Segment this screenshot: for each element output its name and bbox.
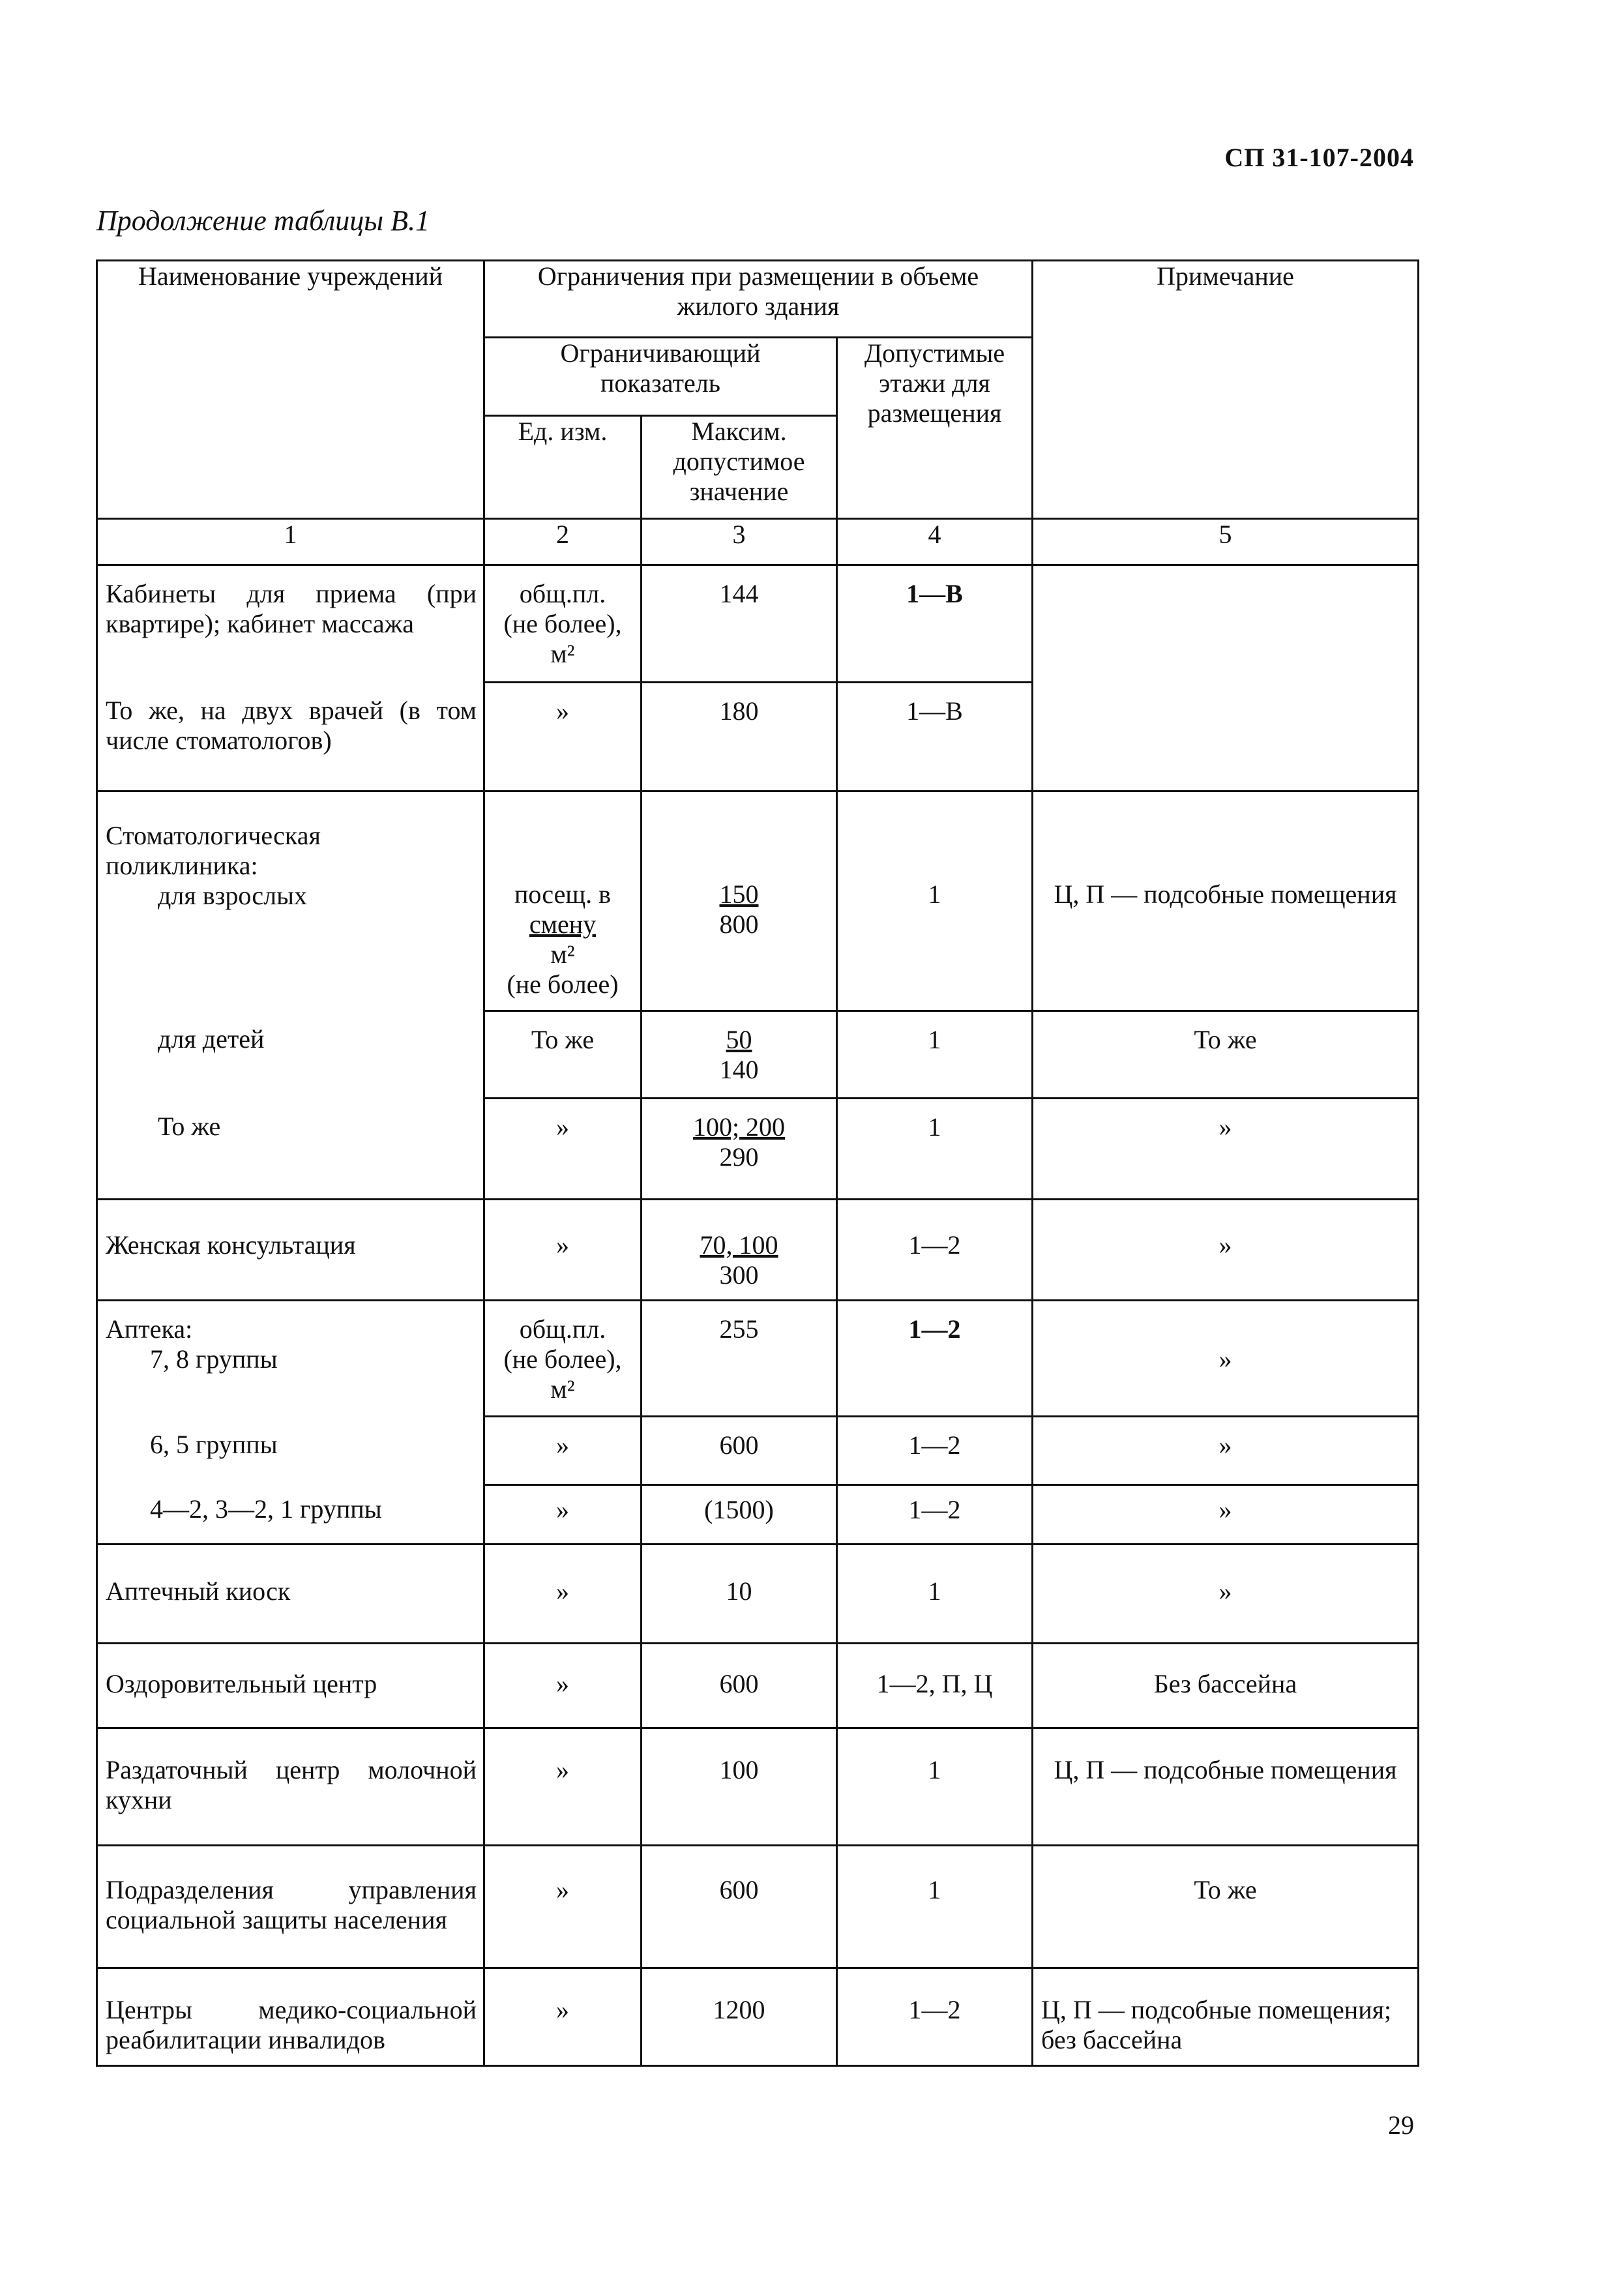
row-floors: 1	[837, 1728, 1033, 1846]
row-name: Центры медико-социальной реабилитации инвалидов	[97, 1968, 484, 2066]
row-note: »	[1033, 1417, 1419, 1485]
row-value	[642, 791, 837, 1011]
row-note: »	[1033, 1301, 1419, 1417]
row-floors: 1—2	[837, 1200, 1033, 1301]
row-name: Женская консультация	[97, 1200, 484, 1301]
row-name: То же, на двух врачей (в том числе стоматологов)	[97, 683, 484, 791]
table-row	[97, 1968, 1419, 2066]
row-floors: 1—2	[837, 1301, 1033, 1417]
row-note: Ц, П — подсобные помещения	[1033, 1728, 1419, 1846]
sub-item: То же	[158, 1111, 221, 1141]
row-unit: »	[484, 1644, 642, 1728]
row-name	[97, 1099, 484, 1200]
header-max-value: Максим. допустимое значение	[642, 416, 837, 519]
row-note: »	[1033, 1485, 1419, 1545]
col-number: 1	[97, 519, 484, 565]
table-row	[97, 1301, 1419, 1417]
row-note: Без бассейна	[1033, 1644, 1419, 1728]
row-unit: »	[484, 1545, 642, 1644]
row-value: 144	[642, 565, 837, 683]
row-note: »	[1033, 1200, 1419, 1301]
row-note: То же	[1033, 1846, 1419, 1968]
row-value: 1200	[642, 1968, 837, 2066]
unit-line: м²	[550, 639, 575, 668]
row-name	[97, 1417, 484, 1485]
unit-line: (не более),	[503, 1344, 622, 1374]
header-limiting: Ограничивающий показатель	[484, 338, 837, 416]
row-floors: 1—В	[837, 565, 1033, 683]
row-unit	[484, 565, 642, 683]
row-value: 10	[642, 1545, 837, 1644]
row-name: Аптечный киоск	[97, 1545, 484, 1644]
row-floors: 1—2	[837, 1485, 1033, 1545]
sub-item: 7, 8 группы	[150, 1344, 278, 1374]
row-unit: »	[484, 683, 642, 791]
unit-line: м²	[550, 1374, 575, 1404]
row-note: »	[1033, 1099, 1419, 1200]
row-value: (1500)	[642, 1485, 837, 1545]
row-value: 180	[642, 683, 837, 791]
row-note: Ц, П — подсобные помещения; без бассейна	[1033, 1968, 1419, 2066]
value-denominator: 290	[719, 1142, 759, 1172]
table-row	[97, 683, 1419, 791]
table-caption: Продолжение таблицы В.1	[96, 205, 430, 237]
table-row	[97, 791, 1419, 1011]
unit-line: (не более),	[503, 609, 622, 638]
row-note: То же	[1033, 1011, 1419, 1099]
value-numerator: 150	[719, 879, 759, 909]
value-denominator: 140	[719, 1055, 759, 1084]
row-floors: 1	[837, 791, 1033, 1011]
row-value	[642, 1011, 837, 1099]
table-row	[97, 1846, 1419, 1968]
sub-item: для детей	[158, 1024, 265, 1054]
row-unit	[484, 1301, 642, 1417]
column-numbers-row	[97, 519, 1419, 565]
row-unit: »	[484, 1099, 642, 1200]
row-floors: 1	[837, 1011, 1033, 1099]
row-note	[1033, 683, 1419, 791]
header-note: Примечание	[1033, 261, 1419, 519]
row-floors: 1—2, П, Ц	[837, 1644, 1033, 1728]
col-number: 4	[837, 519, 1033, 565]
col-number: 2	[484, 519, 642, 565]
row-name	[97, 791, 484, 1011]
row-unit: »	[484, 1200, 642, 1301]
table-row	[97, 1099, 1419, 1200]
row-note	[1033, 565, 1419, 683]
row-name: Раздаточный центр молочной кухни	[97, 1728, 484, 1846]
row-name: Кабинеты для приема (при квартире); кабинет массажа	[97, 565, 484, 683]
page-number: 29	[1388, 2110, 1414, 2140]
row-value: 100	[642, 1728, 837, 1846]
row-floors: 1	[837, 1545, 1033, 1644]
value-numerator: 100; 200	[692, 1112, 786, 1142]
table-row	[97, 1728, 1419, 1846]
header-floors: Допустимые этажи для размещения	[837, 338, 1033, 519]
row-unit: »	[484, 1485, 642, 1545]
row-name: Оздоровительный центр	[97, 1644, 484, 1728]
row-floors: 1—2	[837, 1968, 1033, 2066]
table-row	[97, 1417, 1419, 1485]
sub-item: 4—2, 3—2, 1 группы	[150, 1494, 382, 1524]
row-floors: 1	[837, 1846, 1033, 1968]
table-row	[97, 1644, 1419, 1728]
unit-line: посещ. в	[514, 879, 612, 909]
value-denominator: 300	[719, 1260, 759, 1290]
table-row	[97, 565, 1419, 683]
row-value: 600	[642, 1644, 837, 1728]
row-name: Подразделения управления социальной защиты населения	[97, 1846, 484, 1968]
unit-line: смену	[529, 909, 597, 939]
row-value	[642, 1099, 837, 1200]
row-value: 255	[642, 1301, 837, 1417]
table-row	[97, 1200, 1419, 1301]
value-denominator: 800	[719, 909, 759, 939]
col-number: 3	[642, 519, 837, 565]
row-name	[97, 1301, 484, 1417]
table-row	[97, 1011, 1419, 1099]
value-numerator: 70, 100	[700, 1230, 778, 1260]
document-code: СП 31-107-2004	[1224, 143, 1414, 172]
sub-item: 6, 5 группы	[150, 1429, 278, 1459]
row-name	[97, 1011, 484, 1099]
unit-line: (не более)	[507, 969, 619, 999]
header-unit: Ед. изм.	[484, 416, 642, 519]
row-unit: »	[484, 1728, 642, 1846]
facilities-table	[96, 259, 1419, 2067]
group-title: Стоматологическая поликлиника:	[106, 821, 321, 880]
header-name: Наименование учреждений	[97, 261, 484, 519]
row-note: »	[1033, 1545, 1419, 1644]
row-note: Ц, П — подсобные помещения	[1033, 791, 1419, 1011]
row-value: 600	[642, 1846, 837, 1968]
row-value	[642, 1200, 837, 1301]
group-title: Аптека:	[106, 1314, 193, 1344]
header-restrictions: Ограничения при размещении в объеме жилого здания	[484, 261, 1033, 338]
row-unit: »	[484, 1846, 642, 1968]
row-unit: То же	[484, 1011, 642, 1099]
table-row	[97, 1545, 1419, 1644]
row-floors: 1—В	[837, 683, 1033, 791]
row-unit: »	[484, 1417, 642, 1485]
row-value: 600	[642, 1417, 837, 1485]
row-floors: 1	[837, 1099, 1033, 1200]
row-unit	[484, 791, 642, 1011]
sub-item: для взрослых	[158, 881, 307, 910]
table-row	[97, 1485, 1419, 1545]
row-name	[97, 1485, 484, 1545]
col-number: 5	[1033, 519, 1419, 565]
value-numerator: 50	[726, 1025, 752, 1054]
unit-line: м²	[550, 939, 575, 969]
row-floors: 1—2	[837, 1417, 1033, 1485]
unit-line: общ.пл.	[519, 579, 606, 608]
row-unit: »	[484, 1968, 642, 2066]
unit-line: общ.пл.	[519, 1314, 606, 1344]
